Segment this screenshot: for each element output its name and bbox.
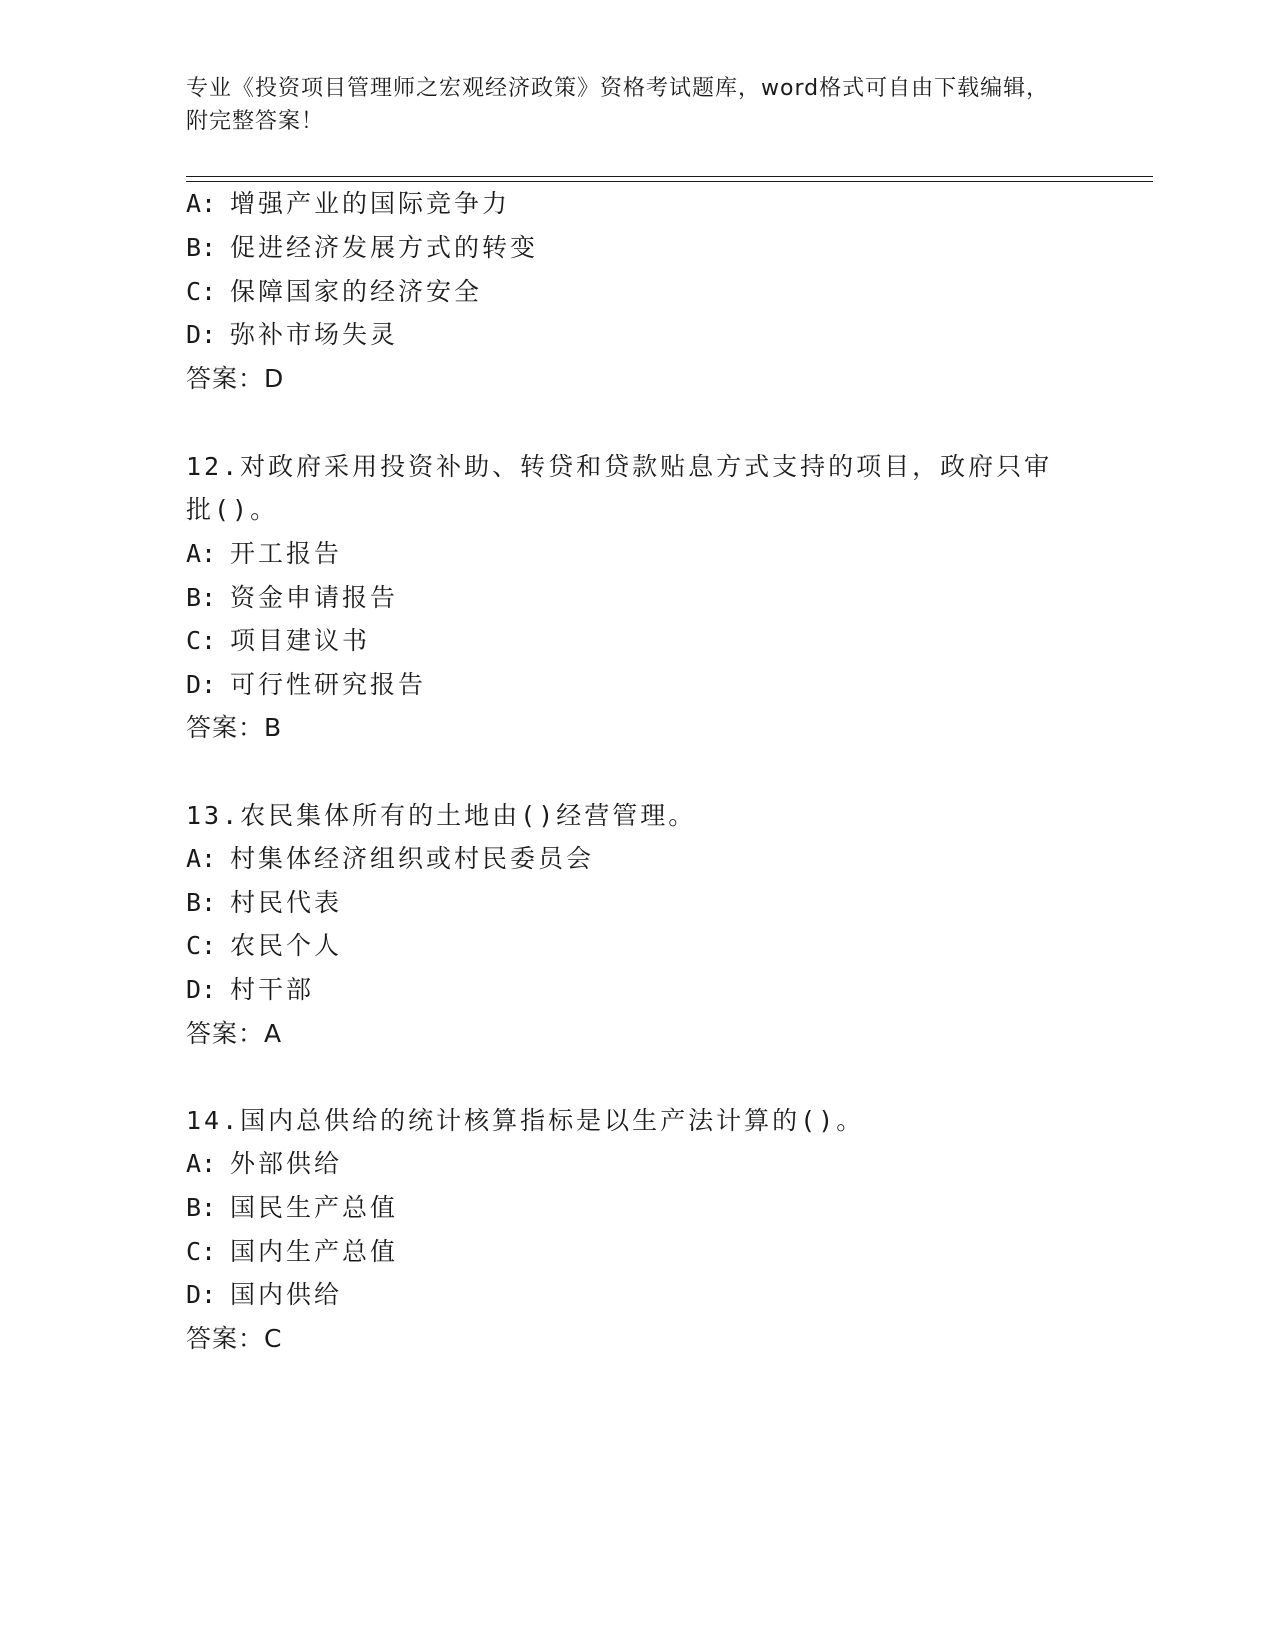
q13-option-d: D: 村干部 — [186, 975, 315, 1004]
q12-answer: 答案：B — [186, 713, 283, 742]
q11-option-d: D: 弥补市场失灵 — [186, 320, 399, 349]
q13-option-b: B: 村民代表 — [186, 888, 343, 917]
q13-stem-line1: 13.农民集体所有的土地由()经营管理。 — [186, 801, 697, 830]
q14-answer: 答案：C — [186, 1324, 283, 1353]
q12-option-a: A: 开工报告 — [186, 539, 343, 568]
q12-option-c: C: 项目建议书 — [186, 626, 371, 655]
header-divider-bottom — [186, 181, 1153, 182]
q11-option-c: C: 保障国家的经济安全 — [186, 277, 483, 306]
q12-stem-line2: 批()。 — [186, 495, 279, 524]
q11-answer: 答案：D — [186, 364, 285, 393]
header-divider-top — [186, 176, 1153, 177]
q14-option-a: A: 外部供给 — [186, 1149, 343, 1178]
q11-option-b: B: 促进经济发展方式的转变 — [186, 233, 539, 262]
q14-option-c: C: 国内生产总值 — [186, 1237, 399, 1266]
q14-option-b: B: 国民生产总值 — [186, 1193, 399, 1222]
q12-stem-line1: 12.对政府采用投资补助、转贷和贷款贴息方式支持的项目，政府只审 — [186, 452, 1053, 481]
q13-option-a: A: 村集体经济组织或村民委员会 — [186, 844, 595, 873]
q12-option-d: D: 可行性研究报告 — [186, 670, 427, 699]
q13-option-c: C: 农民个人 — [186, 931, 343, 960]
q13-answer: 答案：A — [186, 1019, 283, 1048]
q14-stem-line1: 14.国内总供给的统计核算指标是以生产法计算的()。 — [186, 1106, 865, 1135]
q14-option-d: D: 国内供给 — [186, 1280, 343, 1309]
q11-option-a: A: 增强产业的国际竞争力 — [186, 189, 511, 218]
document-header: 专业《投资项目管理师之宏观经济政策》资格考试题库，word格式可自由下载编辑，附完整答案！ — [186, 76, 1050, 134]
q12-option-b: B: 资金申请报告 — [186, 583, 399, 612]
